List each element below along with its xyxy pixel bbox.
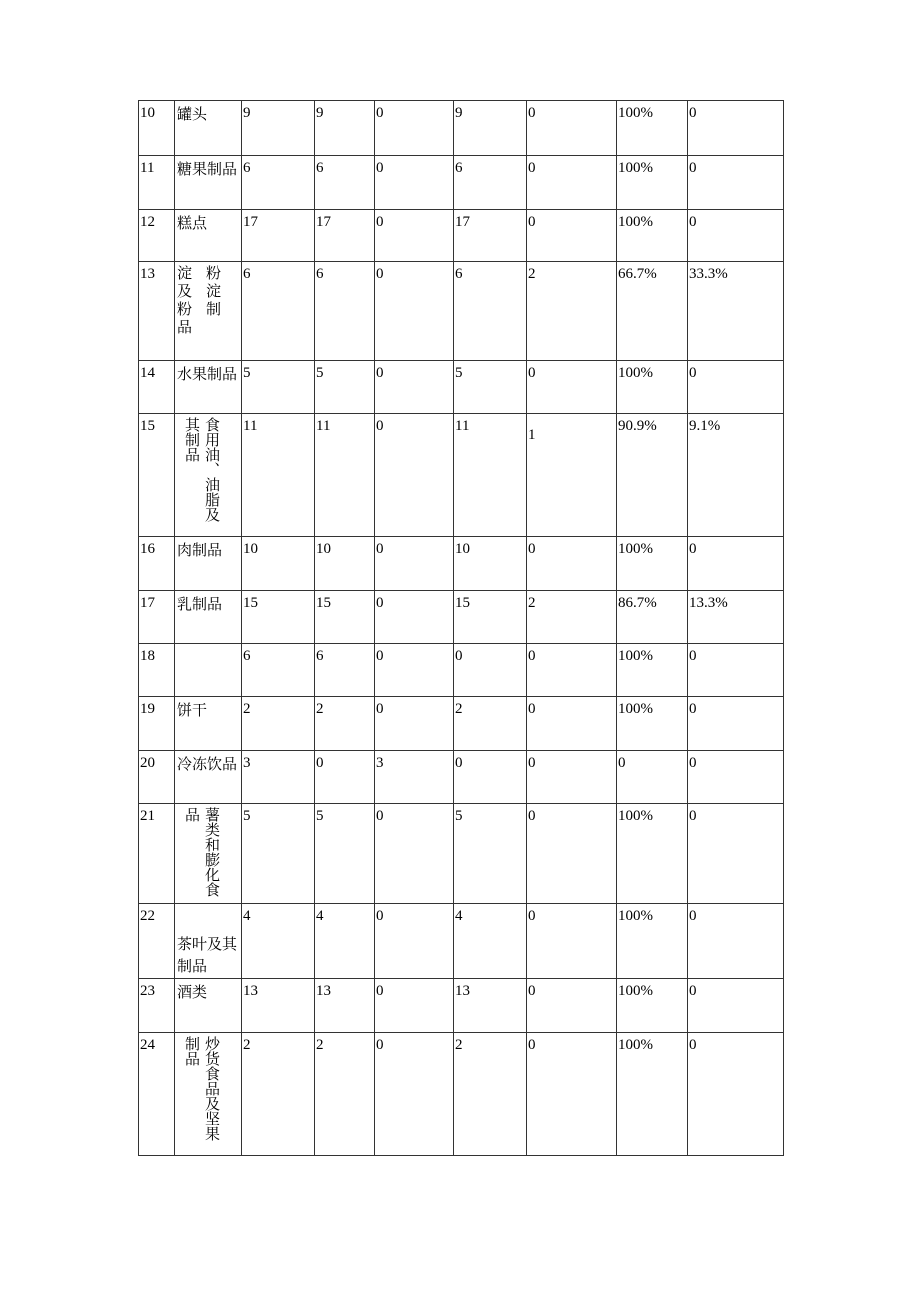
data-cell: 0	[688, 979, 784, 1033]
data-cell: 0	[527, 156, 617, 210]
table-row	[139, 361, 784, 414]
data-cell: 100%	[617, 101, 688, 156]
data-cell: 0	[527, 904, 617, 979]
data-cell: 15	[315, 591, 375, 644]
table-row	[139, 210, 784, 262]
data-cell: 0	[527, 537, 617, 591]
data-cell: 11	[242, 414, 315, 537]
row-number-cell: 24	[139, 1033, 175, 1156]
food-category-cell: 冷冻饮品	[175, 751, 242, 804]
data-cell: 2	[527, 262, 617, 361]
data-cell: 0	[688, 1033, 784, 1156]
data-cell: 86.7%	[617, 591, 688, 644]
data-cell: 0	[688, 101, 784, 156]
data-cell: 6	[315, 262, 375, 361]
data-cell: 6	[242, 262, 315, 361]
data-cell: 0	[375, 101, 454, 156]
table-row	[139, 904, 784, 979]
food-category-cell	[175, 644, 242, 697]
data-cell: 0	[527, 361, 617, 414]
data-cell: 4	[315, 904, 375, 979]
data-cell: 9	[242, 101, 315, 156]
food-category-cell: 乳制品	[175, 591, 242, 644]
data-cell: 0	[454, 751, 527, 804]
data-cell: 5	[454, 361, 527, 414]
data-cell: 1	[527, 414, 617, 537]
row-number-cell: 17	[139, 591, 175, 644]
data-cell: 5	[242, 361, 315, 414]
data-cell: 100%	[617, 1033, 688, 1156]
data-cell: 2	[454, 1033, 527, 1156]
data-cell: 9	[315, 101, 375, 156]
data-cell: 2	[454, 697, 527, 751]
data-cell: 10	[242, 537, 315, 591]
data-cell: 0	[688, 751, 784, 804]
data-cell: 6	[454, 156, 527, 210]
data-cell: 0	[688, 804, 784, 904]
data-cell: 100%	[617, 979, 688, 1033]
data-cell: 13.3%	[688, 591, 784, 644]
data-cell: 15	[454, 591, 527, 644]
data-cell: 17	[315, 210, 375, 262]
data-cell: 0	[688, 904, 784, 979]
data-cell: 100%	[617, 697, 688, 751]
row-number-cell: 22	[139, 904, 175, 979]
data-cell: 15	[242, 591, 315, 644]
data-cell: 0	[375, 361, 454, 414]
table-row	[139, 537, 784, 591]
data-cell: 0	[375, 210, 454, 262]
data-cell: 11	[315, 414, 375, 537]
data-cell: 5	[242, 804, 315, 904]
data-cell: 0	[617, 751, 688, 804]
data-cell: 0	[527, 697, 617, 751]
data-cell: 100%	[617, 804, 688, 904]
data-cell: 100%	[617, 537, 688, 591]
row-number-cell: 10	[139, 101, 175, 156]
data-cell: 6	[315, 644, 375, 697]
food-category-cell: 水果制品	[175, 361, 242, 414]
food-category-cell: 炒货食品及坚果制品	[175, 1033, 242, 1156]
table-row	[139, 101, 784, 156]
data-cell: 0	[688, 210, 784, 262]
data-cell: 0	[375, 262, 454, 361]
data-cell: 2	[315, 1033, 375, 1156]
data-cell: 0	[527, 751, 617, 804]
data-cell: 0	[527, 804, 617, 904]
table-row	[139, 751, 784, 804]
row-number-cell: 20	[139, 751, 175, 804]
food-category-cell: 糕点	[175, 210, 242, 262]
data-cell: 100%	[617, 904, 688, 979]
row-number-cell: 21	[139, 804, 175, 904]
table-row	[139, 804, 784, 904]
data-cell: 13	[242, 979, 315, 1033]
data-cell: 5	[315, 804, 375, 904]
row-number-cell: 23	[139, 979, 175, 1033]
data-cell: 0	[454, 644, 527, 697]
data-cell: 0	[688, 156, 784, 210]
table-row	[139, 979, 784, 1033]
table-row	[139, 262, 784, 361]
data-cell: 90.9%	[617, 414, 688, 537]
data-cell: 0	[527, 644, 617, 697]
table-row	[139, 156, 784, 210]
data-cell: 3	[375, 751, 454, 804]
data-cell: 0	[688, 697, 784, 751]
data-cell: 3	[242, 751, 315, 804]
food-category-cell: 薯类和膨化食品	[175, 804, 242, 904]
data-cell: 0	[315, 751, 375, 804]
data-cell: 6	[242, 644, 315, 697]
data-cell: 0	[375, 804, 454, 904]
food-category-cell: 食用油、油脂及其制品	[175, 414, 242, 537]
data-cell: 0	[527, 1033, 617, 1156]
data-cell: 17	[242, 210, 315, 262]
data-cell: 0	[375, 1033, 454, 1156]
data-cell: 2	[527, 591, 617, 644]
food-category-cell: 饼干	[175, 697, 242, 751]
data-cell: 0	[375, 591, 454, 644]
row-number-cell: 13	[139, 262, 175, 361]
data-cell: 0	[527, 979, 617, 1033]
data-cell: 5	[454, 804, 527, 904]
data-cell: 0	[527, 210, 617, 262]
row-number-cell: 11	[139, 156, 175, 210]
inspection-results-table	[138, 100, 784, 1156]
row-number-cell: 18	[139, 644, 175, 697]
table-row	[139, 644, 784, 697]
data-cell: 0	[688, 644, 784, 697]
data-cell: 5	[315, 361, 375, 414]
food-category-cell: 酒类	[175, 979, 242, 1033]
data-cell: 0	[375, 697, 454, 751]
data-cell: 9	[454, 101, 527, 156]
data-cell: 100%	[617, 644, 688, 697]
data-cell: 2	[315, 697, 375, 751]
data-cell: 100%	[617, 361, 688, 414]
data-cell: 100%	[617, 210, 688, 262]
data-cell: 2	[242, 1033, 315, 1156]
data-cell: 13	[454, 979, 527, 1033]
table-row	[139, 414, 784, 537]
data-cell: 0	[375, 904, 454, 979]
data-cell: 100%	[617, 156, 688, 210]
table-row	[139, 591, 784, 644]
row-number-cell: 15	[139, 414, 175, 537]
row-number-cell: 16	[139, 537, 175, 591]
data-cell: 11	[454, 414, 527, 537]
data-cell: 66.7%	[617, 262, 688, 361]
data-cell: 10	[454, 537, 527, 591]
data-cell: 4	[454, 904, 527, 979]
row-number-cell: 12	[139, 210, 175, 262]
data-cell: 0	[688, 537, 784, 591]
data-cell: 0	[375, 414, 454, 537]
data-cell: 0	[527, 101, 617, 156]
data-cell: 0	[688, 361, 784, 414]
data-cell: 33.3%	[688, 262, 784, 361]
food-category-cell: 糖果制品	[175, 156, 242, 210]
data-cell: 6	[315, 156, 375, 210]
row-number-cell: 14	[139, 361, 175, 414]
data-cell: 9.1%	[688, 414, 784, 537]
food-category-cell: 淀粉及淀粉制品	[175, 262, 242, 361]
data-cell: 0	[375, 644, 454, 697]
data-cell: 4	[242, 904, 315, 979]
data-cell: 2	[242, 697, 315, 751]
food-category-cell: 罐头	[175, 101, 242, 156]
data-cell: 0	[375, 979, 454, 1033]
row-number-cell: 19	[139, 697, 175, 751]
data-cell: 0	[375, 156, 454, 210]
data-cell: 6	[242, 156, 315, 210]
food-category-cell: 茶叶及其制品	[175, 904, 242, 979]
table-row	[139, 697, 784, 751]
data-cell: 0	[375, 537, 454, 591]
food-category-cell: 肉制品	[175, 537, 242, 591]
data-cell: 17	[454, 210, 527, 262]
data-cell: 10	[315, 537, 375, 591]
data-cell: 6	[454, 262, 527, 361]
data-cell: 13	[315, 979, 375, 1033]
table-row	[139, 1033, 784, 1156]
